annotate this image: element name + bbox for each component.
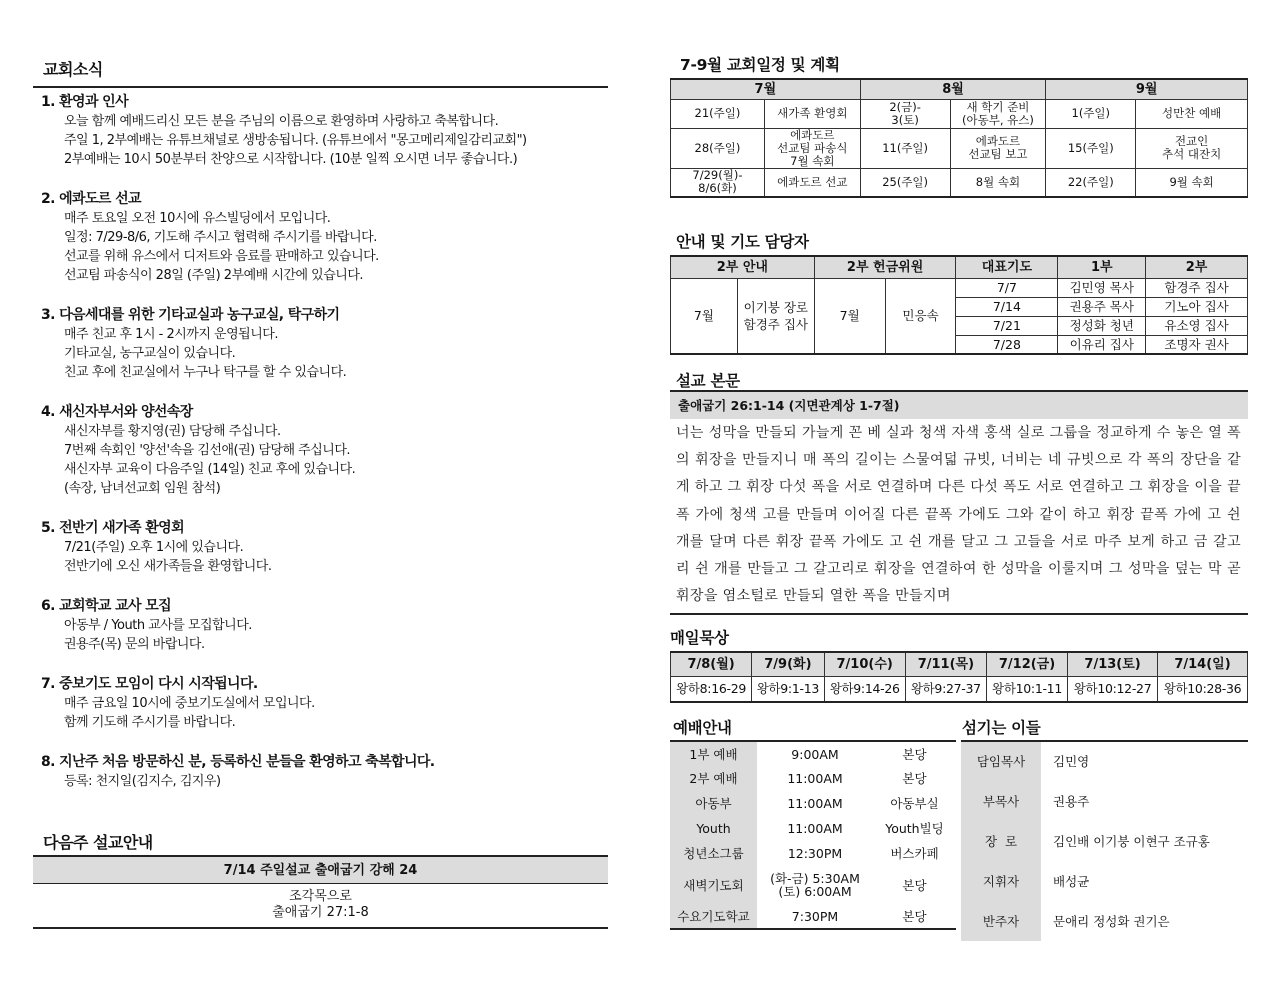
next-sermon-body <box>33 884 608 929</box>
worship-name: 수요기도학교 <box>670 904 757 929</box>
news-item-line: 매주 금요일 10시에 중보기도실에서 모입니다. <box>64 696 315 711</box>
news-item <box>41 674 608 732</box>
worship-place: 본당 <box>902 771 927 786</box>
worship-title: 예배안내 <box>673 719 732 737</box>
news-item-line: 함께 기도해 주시기를 바랍니다. <box>64 715 236 730</box>
servant-names: 김인배 이기붕 이현구 조규홍 <box>1053 833 1210 849</box>
news-item-line: 권용주(목) 문의 바랍니다. <box>64 637 205 652</box>
prayer-second: 함경주 집사 <box>1146 278 1248 297</box>
schedule-row <box>671 128 1248 168</box>
news-item-line: 아동부 / Youth 교사를 모집합니다. <box>64 618 252 633</box>
news-item-heading: 5. 전반기 새가족 환영회 <box>41 520 184 536</box>
servant-role: 부목사 <box>961 781 1041 821</box>
daily-reading: 왕하10:28-36 <box>1158 676 1248 702</box>
guide-table <box>670 255 1248 355</box>
schedule-cell: 에콰도르 선교팀 보고 <box>950 128 1046 168</box>
news-item-line: 친교 후에 친교실에서 누구나 탁구를 할 수 있습니다. <box>64 365 347 380</box>
worship-place: Youth빌딩 <box>885 821 944 836</box>
daily-reading: 왕하9:1-13 <box>752 676 824 702</box>
worship-row <box>670 791 956 816</box>
next-sermon-passage: 출애굽기 27:1-8 <box>272 905 369 920</box>
guide-header-prayer: 대표기도 <box>956 256 1058 278</box>
prayer-second: 유소영 집사 <box>1146 316 1248 335</box>
schedule-month-header: 7월 <box>671 79 861 99</box>
news-divider <box>33 86 608 88</box>
worship-name: Youth <box>670 816 757 841</box>
servant-role: 반주자 <box>961 901 1041 941</box>
schedule-row <box>671 168 1248 197</box>
worship-time: 11:00AM <box>787 796 843 811</box>
news-item <box>41 596 608 654</box>
news-item-line: 일정: 7/29-8/6, 기도해 주시고 협력해 주시기를 바랍니다. <box>64 230 377 245</box>
prayer-first: 이유리 집사 <box>1058 335 1146 354</box>
worship-time: 12:30PM <box>787 846 843 861</box>
news-item <box>41 92 608 169</box>
schedule-cell: 2(금)- 3(토) <box>860 99 950 128</box>
worship-row <box>670 841 956 866</box>
news-item-line: 새신자부 교육이 다음주일 (14일) 친교 후에 있습니다. <box>64 462 356 477</box>
daily-date: 7/12(금) <box>986 652 1067 676</box>
schedule-cell: 7/29(월)- 8/6(화) <box>671 168 765 197</box>
servant-role: 담임목사 <box>961 741 1041 781</box>
news-item-heading: 6. 교회학교 교사 모집 <box>41 598 172 614</box>
worship-name: 2부 예배 <box>670 766 757 791</box>
news-item-line: 주일 1, 2부예배는 유튜브채널로 생방송됩니다. (유튜브에서 "몽고메리제일감리교회") <box>64 133 527 148</box>
news-item <box>41 752 608 791</box>
servants-title: 섬기는 이들 <box>962 719 1041 737</box>
next-sermon-title: 다음주 설교안내 <box>43 833 153 852</box>
servant-row <box>961 821 1248 861</box>
offering-name: 민응속 <box>885 278 956 354</box>
news-item-heading: 2. 에콰도르 선교 <box>41 191 141 207</box>
schedule-cell: 새가족 환영회 <box>764 99 860 128</box>
next-sermon-name: 조각목으로 <box>289 889 352 904</box>
schedule-cell: 에콰도르 선교팀 파송식 7월 속회 <box>764 128 860 168</box>
daily-reading: 왕하9:14-26 <box>824 676 905 702</box>
worship-place: 본당 <box>902 908 927 924</box>
news-item-line: 등록: 천지일(김지수, 김지우) <box>64 774 221 789</box>
news-item-line: 선교팀 파송식이 28일 (주일) 2부예배 시간에 있습니다. <box>64 268 364 283</box>
worship-place: 본당 <box>902 746 927 762</box>
news-item-heading: 7. 중보기도 모임이 다시 시작됩니다. <box>41 676 258 692</box>
worship-place: 본당 <box>902 877 927 893</box>
schedule-month-header: 9월 <box>1046 79 1248 99</box>
worship-name: 청년소그룹 <box>670 841 757 866</box>
sermon-text: 너는 성막을 만들되 가늘게 꼰 베 실과 청색 자색 홍색 실로 그룹을 정교하게 수 놓은 열 폭의 휘장을 만들지니 매 폭의 길이는 스물여덟 규빗, 너비는 네 규빗으로 각 폭의 장단을 같게 하고 그 휘장 다섯 폭을 서로 연결하며 다른 다섯 폭도 서로 연결하고 그 휘장을 이을 끝폭 가에 청색 고를 만들며 이어질 다른 끝폭 가에도 그와 같이 하고 휘장 끝폭 가에 고 쉰 개를 달며 다른 휘장 끝폭 가에도 고 쉰 개를 달고 그 고들을 서로 마주 보게 하고 금 갈고리 쉰 개를 만들고 그 갈고리로 휘장을 연결하여 한 성막을 이룰지며 그 성막을 덮는 막 곧 휘장을 염소털로 만들되 열한 폭을 만들지며 <box>670 420 1248 615</box>
guide-header-usher: 2부 안내 <box>671 256 815 278</box>
prayer-date: 7/14 <box>956 297 1058 316</box>
servant-names: 김민영 <box>1053 754 1090 769</box>
daily-reading: 왕하9:27-37 <box>905 676 986 702</box>
schedule-cell: 전교인 추석 대잔치 <box>1136 128 1248 168</box>
servant-row <box>961 901 1248 941</box>
offering-month: 7월 <box>814 278 885 354</box>
news-item-line: 7번째 속회인 '양선'속을 김선애(권) 담당해 주십니다. <box>64 443 351 458</box>
worship-place: 버스카페 <box>890 846 939 861</box>
usher-names: 이기붕 장로 함경주 집사 <box>737 278 814 354</box>
worship-time: (화-금) 5:30AM (토) 6:00AM <box>770 871 860 899</box>
news-item-line: 기타교실, 농구교실이 있습니다. <box>64 346 236 361</box>
news-item-heading: 3. 다음세대를 위한 기타교실과 농구교실, 탁구하기 <box>41 307 340 323</box>
servant-row <box>961 781 1248 821</box>
schedule-cell: 9월 속회 <box>1136 168 1248 197</box>
prayer-date: 7/28 <box>956 335 1058 354</box>
schedule-cell: 28(주일) <box>671 128 765 168</box>
servant-role: 지휘자 <box>961 861 1041 901</box>
servant-names: 문애리 정성화 권기은 <box>1053 913 1170 929</box>
servant-row <box>961 861 1248 901</box>
worship-row <box>670 766 956 791</box>
news-item-line: 전반기에 오신 새가족들을 환영합니다. <box>64 559 272 574</box>
daily-reading: 왕하10:1-11 <box>986 676 1067 702</box>
schedule-cell: 21(주일) <box>671 99 765 128</box>
daily-table <box>670 651 1248 703</box>
guide-header-offering: 2부 헌금위원 <box>814 256 956 278</box>
guide-row <box>671 278 1248 297</box>
worship-time: 11:00AM <box>787 821 843 836</box>
worship-row <box>670 816 956 841</box>
schedule-cell: 새 학기 준비 (아동부, 유스) <box>950 99 1046 128</box>
schedule-table <box>670 78 1248 198</box>
news-item-line: 오늘 함께 예배드리신 모든 분을 주님의 이름으로 환영하며 사랑하고 축복합니다. <box>64 114 499 129</box>
prayer-first: 권용주 목사 <box>1058 297 1146 316</box>
servant-row <box>961 741 1248 781</box>
news-item-line: (속장, 남녀선교회 임원 참석) <box>64 481 221 496</box>
news-item-heading: 4. 새신자부서와 양선속장 <box>41 404 193 420</box>
news-item-heading: 8. 지난주 처음 방문하신 분, 등록하신 분들을 환영하고 축복합니다. <box>41 754 435 770</box>
daily-date: 7/8(월) <box>671 652 752 676</box>
news-item-line: 매주 친교 후 1시 - 2시까지 운영됩니다. <box>64 327 278 342</box>
news-item-line: 7/21(주일) 오후 1시에 있습니다. <box>64 540 244 555</box>
daily-date: 7/10(수) <box>824 652 905 676</box>
schedule-cell: 성만찬 예배 <box>1136 99 1248 128</box>
schedule-cell: 11(주일) <box>860 128 950 168</box>
prayer-second: 조명자 권사 <box>1146 335 1248 354</box>
schedule-cell: 1(주일) <box>1046 99 1136 128</box>
daily-reading: 왕하8:16-29 <box>671 676 752 702</box>
news-item-line: 새신자부를 황지영(권) 담당해 주십니다. <box>64 424 281 439</box>
guide-header-first: 1부 <box>1058 256 1146 278</box>
servant-names: 권용주 <box>1053 793 1090 809</box>
schedule-title: 7-9월 교회일정 및 계획 <box>680 56 840 74</box>
guide-title: 안내 및 기도 담당자 <box>676 233 809 251</box>
news-item <box>41 189 608 285</box>
sermon-reference: 출애굽기 26:1-14 (지면관계상 1-7절) <box>670 390 1248 419</box>
schedule-cell: 15(주일) <box>1046 128 1136 168</box>
daily-date: 7/9(화) <box>752 652 824 676</box>
news-item <box>41 305 608 382</box>
news-item <box>41 402 608 498</box>
news-item-heading: 1. 환영과 인사 <box>41 94 129 110</box>
worship-name: 새벽기도회 <box>670 866 757 904</box>
daily-title: 매일묵상 <box>670 629 729 647</box>
news-list <box>41 92 608 811</box>
guide-header-second: 2부 <box>1146 256 1248 278</box>
worship-row <box>670 866 956 904</box>
worship-table <box>670 740 956 930</box>
news-item-line: 선교를 위해 유스에서 디저트와 음료를 판매하고 있습니다. <box>64 249 379 264</box>
daily-date: 7/11(목) <box>905 652 986 676</box>
news-item <box>41 518 608 576</box>
sermon-title: 설교 본문 <box>676 372 740 390</box>
worship-row <box>670 741 956 766</box>
worship-row <box>670 904 956 929</box>
usher-month: 7월 <box>671 278 738 354</box>
schedule-cell: 8월 속회 <box>950 168 1046 197</box>
servant-names: 배성균 <box>1053 873 1090 889</box>
daily-date: 7/14(일) <box>1158 652 1248 676</box>
servant-role: 장 로 <box>961 821 1041 861</box>
next-sermon-header: 7/14 주일설교 출애굽기 강해 24 <box>33 855 608 884</box>
schedule-cell: 25(주일) <box>860 168 950 197</box>
servants-table <box>961 740 1248 941</box>
prayer-first: 정성화 청년 <box>1058 316 1146 335</box>
daily-reading: 왕하10:12-27 <box>1068 676 1158 702</box>
prayer-date: 7/21 <box>956 316 1058 335</box>
worship-time: 9:00AM <box>791 746 839 762</box>
news-item-line: 매주 토요일 오전 10시에 유스빌딩에서 모입니다. <box>64 211 331 226</box>
schedule-cell: 에콰도르 선교 <box>764 168 860 197</box>
schedule-month-header: 8월 <box>860 79 1046 99</box>
worship-place: 아동부실 <box>890 796 939 811</box>
schedule-row <box>671 99 1248 128</box>
prayer-first: 김민영 목사 <box>1058 278 1146 297</box>
worship-time: 11:00AM <box>787 771 843 786</box>
daily-date: 7/13(토) <box>1068 652 1158 676</box>
news-item-line: 2부예배는 10시 50분부터 찬양으로 시작합니다. (10분 일찍 오시면 너무 좋습니다.) <box>64 152 518 167</box>
worship-name: 아동부 <box>670 791 757 816</box>
prayer-second: 기노아 집사 <box>1146 297 1248 316</box>
worship-time: 7:30PM <box>791 908 839 924</box>
news-section-title: 교회소식 <box>43 60 103 79</box>
schedule-cell: 22(주일) <box>1046 168 1136 197</box>
prayer-date: 7/7 <box>956 278 1058 297</box>
worship-name: 1부 예배 <box>670 741 757 766</box>
next-sermon-box <box>33 855 608 929</box>
